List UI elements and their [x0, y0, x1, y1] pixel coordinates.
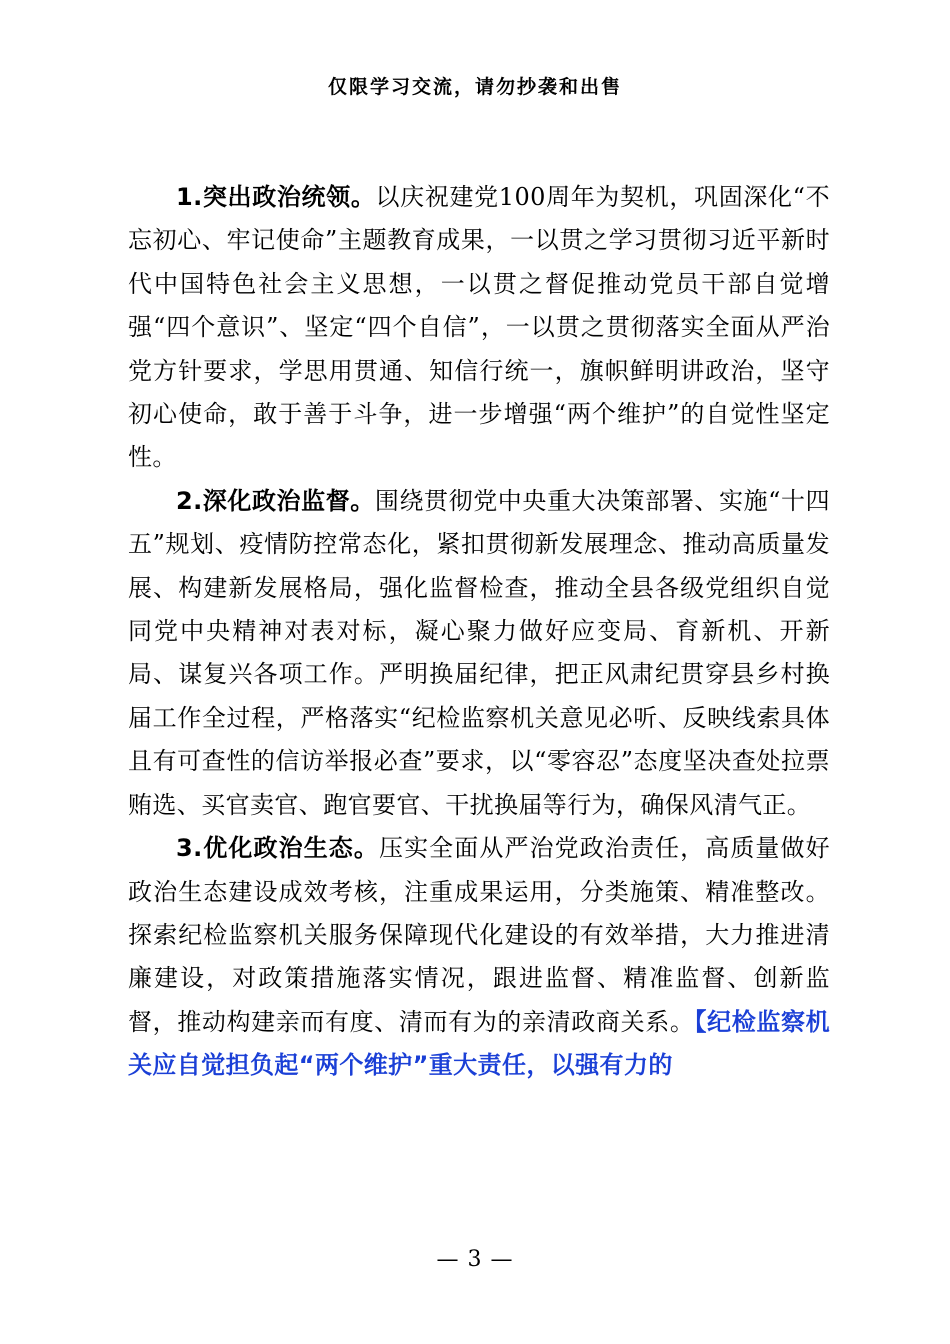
paragraph-3-highlight: 【纪检监察机关应自觉担负起“两个维护”重大责任，以强有力的 — [128, 1007, 830, 1080]
document-body — [128, 176, 830, 1088]
paragraph-3-heading: 3.优化政治生态。 — [176, 834, 379, 863]
paragraph-3-text: 压实全面从严治党政治责任，高质量做好政治生态建设成效考核，注重成果运用，分类施策、精准整改。探索纪检监察机关服务保障现代化建设的有效举措，大力推进清廉建设，对政策措施落实情况，跟进监督、精准监督、创新监督，推动构建亲而有度、清而有为的亲清政商关系。 — [128, 834, 830, 1036]
paragraph-3 — [128, 827, 830, 1087]
paragraph-1-heading: 1.突出政治统领。 — [176, 183, 376, 211]
paragraph-2-text: 围绕贯彻党中央重大决策部署、实施“十四五”规划、疫情防控常态化，紧扣贯彻新发展理念、推动高质量发展、构建新发展格局，强化监督检查，推动全县各级党组织自觉同党中央精神对表对标，凝心聚力做好应变局、育新机、开新局、谋复兴各项工作。严明换届纪律，把正风肃纪贯穿县乡村换届工作全过程，严格落实“纪检监察机关意见必听、反映线索具体且有可查性的信访举报必查”要求，以“零容忍”态度坚决查处拉票贿选、买官卖官、跑官要官、干扰换届等行为，确保风清气正。 — [128, 486, 830, 819]
paragraph-1-text: 以庆祝建党100周年为契机，巩固深化“不忘初心、牢记使命”主题教育成果，一以贯之学习贯彻习近平新时代中国特色社会主义思想，一以贯之督促推动党员干部自觉增强“四个意识”、坚定“四个自信”，一以贯之贯彻落实全面从严治党方针要求，学思用贯通、知信行统一，旗帜鲜明讲政治，坚守初心使命，敢于善于斗争，进一步增强“两个维护”的自觉性坚定性。 — [128, 183, 830, 472]
header-note: 仅限学习交流，请勿抄袭和出售 — [327, 76, 622, 98]
page-number: — 3 — — [436, 1247, 514, 1272]
paragraph-1 — [128, 176, 830, 480]
paragraph-2 — [128, 480, 830, 827]
paragraph-2-heading: 2.深化政治监督。 — [176, 486, 375, 515]
